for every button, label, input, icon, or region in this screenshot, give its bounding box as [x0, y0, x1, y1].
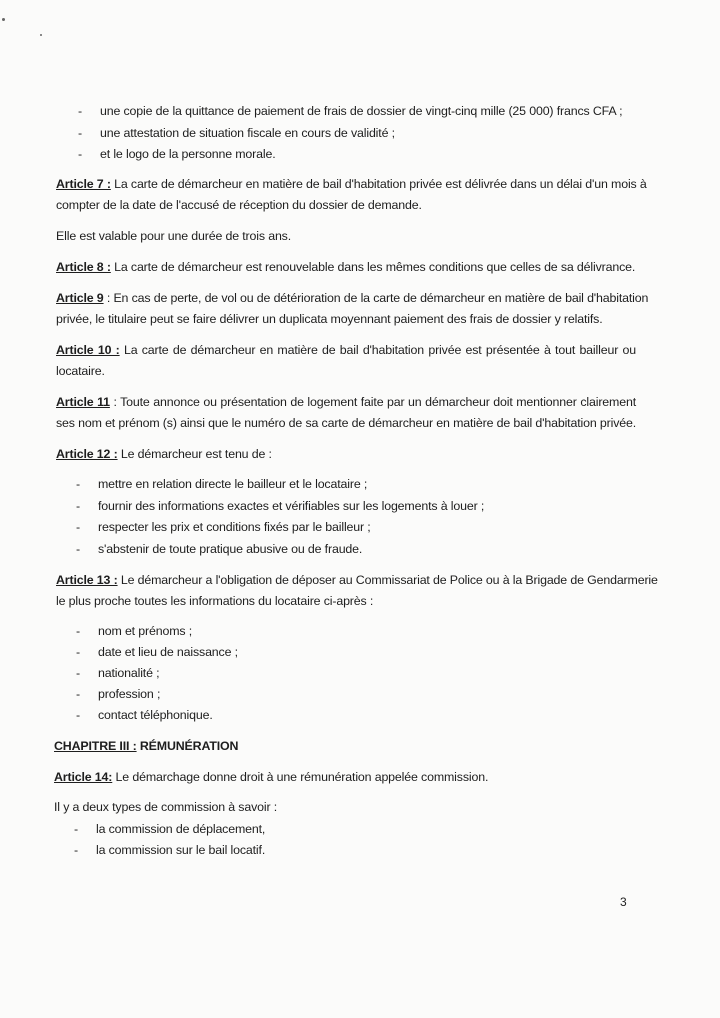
list-item-text: profession ;: [98, 687, 161, 701]
list-item-text: nationalité ;: [98, 666, 160, 680]
bullet-dash: -: [76, 542, 80, 556]
article-13-line-2: le plus proche toutes les informations du locataire ci-après :: [56, 594, 374, 608]
article-11-line-1: [56, 395, 636, 410]
list-item: [76, 708, 213, 723]
article-9-line-2: privée, le titulaire peut se faire délivrer un duplicata moyennant paiement des frais de dossier y relatifs.: [56, 312, 603, 326]
list-item-text: fournir des informations exactes et vérifiables sur les logements à louer ;: [98, 499, 485, 513]
bullet-dash: -: [76, 666, 80, 680]
bullet-dash: -: [76, 477, 80, 491]
list-item-text: et le logo de la personne morale.: [100, 147, 276, 161]
article-10-label: Article 10 :: [56, 343, 120, 357]
article-11-label: Article 11: [56, 395, 110, 409]
list-item-text: la commission de déplacement,: [96, 822, 266, 836]
list-item: [78, 126, 395, 141]
list-item: [76, 477, 367, 492]
article-7-text: La carte de démarcheur en matière de bail d'habitation privée est délivrée dans un délai d'un mois à: [110, 177, 647, 191]
article-10-text: La carte de démarcheur en matière de bail d'habitation privée est présentée à tout bailleur ou: [119, 343, 636, 357]
article-8-label: Article 8 :: [56, 260, 111, 274]
article-14-label: Article 14:: [54, 770, 113, 784]
list-item: [78, 147, 276, 162]
list-item-text: mettre en relation directe le bailleur et le locataire ;: [98, 477, 368, 491]
chapter-title: RÉMUNÉRATION: [136, 739, 239, 753]
list-item-text: contact téléphonique.: [98, 708, 213, 722]
article-10-line-2: locataire.: [56, 364, 105, 378]
article-13-line-1: [56, 573, 658, 588]
page-number: 3: [620, 895, 627, 909]
list-item: [76, 687, 160, 702]
article-12-label: Article 12 :: [56, 447, 118, 461]
bullet-dash: -: [76, 708, 80, 722]
list-item: [74, 822, 265, 837]
scan-speck: [2, 18, 5, 21]
list-item-text: la commission sur le bail locatif.: [96, 843, 266, 857]
list-item-text: s'abstenir de toute pratique abusive ou de fraude.: [98, 542, 363, 556]
article-13-label: Article 13 :: [56, 573, 118, 587]
article-8-line: [56, 260, 636, 275]
list-item: [76, 499, 484, 514]
list-item: [76, 645, 238, 660]
list-item: [76, 520, 371, 535]
list-item-text: une attestation de situation fiscale en cours de validité ;: [100, 126, 395, 140]
bullet-dash: -: [78, 147, 82, 161]
list-item-text: une copie de la quittance de paiement de frais de dossier de vingt-cinq mille (25 000) francs CFA ;: [100, 104, 623, 118]
list-item: [78, 104, 622, 119]
chapter-heading: [54, 739, 634, 754]
list-item: [74, 843, 265, 858]
article-9-line-1: [56, 291, 649, 306]
bullet-dash: -: [74, 822, 78, 836]
article-12-text: Le démarcheur est tenu de :: [117, 447, 272, 461]
bullet-dash: -: [76, 624, 80, 638]
list-item: [76, 542, 362, 557]
article-9-text: : En cas de perte, de vol ou de détérioration de la carte de démarcheur en matière de bail d'habitation: [103, 291, 649, 305]
bullet-dash: -: [74, 843, 78, 857]
bullet-dash: -: [76, 499, 80, 513]
article-14-line: [54, 770, 634, 785]
bullet-dash: -: [76, 520, 80, 534]
list-item: [76, 624, 192, 639]
article-14-paragraph-2: Il y a deux types de commission à savoir :: [54, 800, 278, 814]
article-13-text: Le démarcheur a l'obligation de déposer au Commissariat de Police ou à la Brigade de Gendarmerie: [117, 573, 658, 587]
scan-speck: [40, 34, 42, 36]
article-11-text: : Toute annonce ou présentation de logement faite par un démarcheur doit mentionner clairement: [109, 395, 636, 409]
article-11-line-2: ses nom et prénom (s) ainsi que le numéro de sa carte de démarcheur en matière de bail d'habitation privée.: [56, 416, 637, 430]
list-item-text: respecter les prix et conditions fixés par le bailleur ;: [98, 520, 371, 534]
bullet-dash: -: [76, 645, 80, 659]
article-7-line-2: compter de la date de l'accusé de réception du dossier de demande.: [56, 198, 422, 212]
article-7-paragraph-2: Elle est valable pour une durée de trois ans.: [56, 229, 292, 243]
article-7-label: Article 7 :: [56, 177, 111, 191]
bullet-dash: -: [78, 104, 82, 118]
bullet-dash: -: [76, 687, 80, 701]
list-item-text: nom et prénoms ;: [98, 624, 193, 638]
article-12-line: [56, 447, 636, 462]
article-7-line-1: [56, 177, 647, 192]
article-10-line-1: [56, 343, 636, 358]
article-9-label: Article 9: [56, 291, 104, 305]
article-8-text: La carte de démarcheur est renouvelable dans les mêmes conditions que celles de sa délivrance.: [110, 260, 636, 274]
article-14-text: Le démarchage donne droit à une rémunération appelée commission.: [112, 770, 489, 784]
list-item: [76, 666, 159, 681]
list-item-text: date et lieu de naissance ;: [98, 645, 238, 659]
bullet-dash: -: [78, 126, 82, 140]
chapter-number: CHAPITRE III :: [54, 739, 137, 753]
